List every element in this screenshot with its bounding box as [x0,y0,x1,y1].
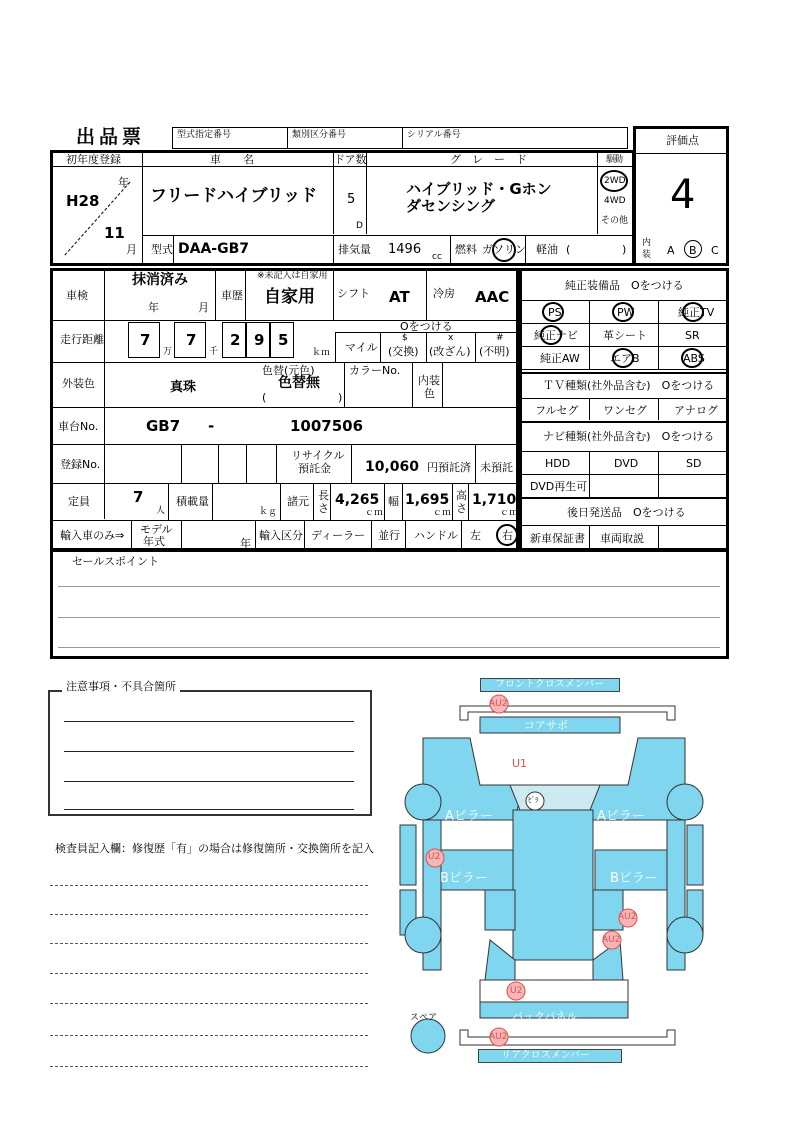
color-change-value: 色替無 [278,375,320,391]
mileage-digit-box [246,322,270,358]
equip-abs[interactable]: ABS [683,352,705,365]
import-parallel[interactable]: 並行 [378,529,400,542]
part-label: リアクロスメンバー [501,1050,590,1061]
import-dealer[interactable]: ディーラー [311,529,366,542]
paren-open: ( [566,243,571,256]
part-label: コアサポ [524,719,568,732]
capacity-label: 定員 [68,495,90,508]
width-unit: ｃｍ [433,508,452,518]
ac-value: AAC [475,288,510,306]
length-unit: ｃｍ [365,508,384,518]
recycle-paid[interactable]: 預託済 [438,461,471,474]
mileage-digit: 5 [278,331,289,349]
field-label: 類別区分番号 [292,130,347,140]
later-title: 後日発送品 Oをつける [567,506,686,519]
mileage-digit: 2 [230,331,241,349]
paren-close: ) [622,243,627,256]
tv-oneseg[interactable]: ワンセグ [603,404,647,417]
recycle-unit: 円 [427,461,438,474]
year-suffix: 年 [118,176,129,189]
recycle-value: 10,060 [365,459,420,475]
navi-type-title: ナビ種類(社外品含む) Oをつける [543,430,715,443]
mileage-digit-box [222,322,246,358]
selected-circle [681,348,703,368]
drive-4wd[interactable]: 4WD [604,196,626,206]
damage-mark[interactable]: AU2 [489,699,508,709]
mileage-label: 走行距離 [60,333,104,346]
chassis-label: 車台No. [58,420,99,433]
selected-circle [612,302,634,322]
selected-circle [492,238,516,262]
first-reg-label: 初年度登録 [66,153,121,166]
model-value: DAA-GB7 [178,241,250,257]
color-paren-close: ) [338,391,343,404]
handle-label: ハンドル [414,529,458,542]
import-only-label: 輸入車のみ⇒ [60,529,125,542]
notes-bracket [48,690,370,816]
load-label: 積載量 [176,495,209,508]
damage-mark[interactable]: AU2 [602,935,621,945]
chassis-number: 1007506 [290,417,364,435]
navi-dvd[interactable]: DVD [614,457,639,470]
doors-value: 5 [347,192,356,207]
mileage-digit: 7 [186,331,197,349]
interior-grade-b[interactable]: B [689,244,697,257]
height-label: さ [456,502,467,515]
rear-cross-member[interactable] [478,1049,622,1063]
mileage-digit: 7 [140,331,151,349]
exterior-label: 外装色 [62,377,95,390]
grade-label: グ レ ー ド [450,153,527,166]
tv-analog[interactable]: アナログ [674,404,718,417]
part-label: Aピラー [597,809,645,824]
inspector-label: 検査員記入欄：修復歴「有」の場合は修復箇所・交換箇所を記入 [55,842,374,855]
equipment-title: 純正装備品 Oをつける [565,279,684,292]
registration-label: 登録No. [60,458,101,471]
inspection-value: 抹消済み [132,272,188,288]
exchange-sym: $ [402,333,408,343]
mileage-unknown[interactable]: (不明) [479,345,510,358]
model-year-label: 年式 [143,535,165,548]
part-label: Bピラー [440,871,488,886]
circle-note: Oをつける [400,320,453,333]
selected-circle [600,170,628,192]
load-unit: ｋｇ [259,507,278,517]
shift-value: AT [389,288,410,306]
history-label: 車歴 [221,289,243,302]
equip-sr[interactable]: SR [685,329,700,342]
selected-circle [684,240,702,258]
notes-label: 注意事項・不具合箇所 [62,681,180,692]
capacity-value: 7 [133,488,144,506]
unknown-sym: # [496,333,504,343]
header-field-serial-number [402,127,628,149]
damage-mark[interactable]: AU2 [618,912,637,922]
drive-label: 駆 [606,155,616,165]
grade-value-line1: ハイブリッド・Gホン [406,180,552,198]
equip-leather[interactable]: 革シート [603,329,647,342]
rating-value: 4 [670,172,696,218]
part-label: バックパネル [512,1010,578,1023]
model-year-unit: 年 [240,537,251,550]
length-label: さ [318,502,329,515]
field-label: シリアル番号 [407,130,461,140]
length-value: 4,265 [335,492,380,508]
length-label: 長 [318,489,329,502]
exterior-value: 真珠 [170,380,197,395]
tamper-sym: x [448,333,454,343]
recycle-unpaid[interactable]: 未預託 [480,461,513,474]
damage-mark[interactable]: U2 [428,852,441,862]
selected-circle [682,302,704,322]
interior-label: 内 [642,238,652,248]
selected-circle [496,524,518,546]
recycle-label: 預託金 [298,462,331,475]
first-reg-month: 11 [104,224,125,242]
width-label: 幅 [388,495,399,508]
part-label: フロントクロスメンバー [495,679,605,690]
rating-label: 評価点 [666,134,699,147]
interior-color-label: 色 [424,387,435,400]
height-value: 1,710 [472,492,517,508]
equip-pw[interactable]: PW [617,306,635,319]
equip-ps[interactable]: PS [548,306,562,319]
ac-label: 冷房 [433,287,455,300]
handle-right[interactable]: 右 [502,529,513,542]
interior-grade-a[interactable]: A [667,244,675,257]
drive-2wd[interactable]: 2WD [604,176,626,186]
mileage-digit-box [128,322,160,358]
sales-point-label: セールスポイント [72,555,160,568]
equip-tv[interactable]: 純正TV [678,306,715,319]
fuel-gasoline[interactable]: ガソリン [482,243,526,256]
color-no-label: カラーNo. [349,364,401,377]
mileage-tamper[interactable]: (改ざん) [429,345,471,358]
mileage-km: ｋｍ [312,348,331,358]
history-value: 自家用 [264,287,315,307]
navi-sd[interactable]: SD [686,457,702,470]
field-label: 型式指定番号 [177,130,232,140]
displacement-value: 1496 [388,242,422,257]
selected-circle [612,348,634,368]
first-reg-year: H28 [66,192,100,210]
displacement-unit: cc [432,252,442,262]
damage-mark[interactable]: U1 [512,757,528,770]
car-name-value: フリードハイブリッド [150,186,318,206]
equip-aw[interactable]: 純正AW [540,352,580,365]
dims-label: 諸元 [287,495,309,508]
interior-label: 装 [642,250,652,260]
sheet-title: 出品票 [76,126,146,148]
tv-type-title: ＴＶ種類(社外品含む) Oをつける [543,379,715,392]
month-suffix: 月 [126,243,137,256]
fuel-label: 燃料 [455,243,477,256]
chassis-prefix: GB7 [146,417,181,435]
damage-mark[interactable]: ﾋﾞﾗ [528,796,539,804]
inspection-month: 月 [198,301,209,314]
doors-suffix: D [356,221,363,231]
mileage-digit-box [270,322,294,358]
handle-left[interactable]: 左 [470,529,481,542]
fuel-diesel[interactable]: 軽油 [536,243,558,256]
header-field-type-number [172,127,288,149]
equip-airbag[interactable]: エアB [610,352,640,365]
equip-navi[interactable]: 純正ナビ [534,329,578,342]
selected-circle [542,302,564,322]
color-change-label: 色替(元色) [262,364,315,377]
part-label: Aピラー [445,809,493,824]
tv-fullseg[interactable]: フルセグ [535,404,579,417]
doors-label: ドア数 [334,153,367,166]
drive-other[interactable]: その他 [601,216,629,226]
width-value: 1,695 [405,492,450,508]
damage-mark[interactable]: U2 [510,986,523,996]
mileage-mile[interactable]: マイル [345,341,378,354]
interior-color-label: 内装 [418,374,440,387]
car-name-label: 車 名 [210,153,254,166]
navi-hdd[interactable]: HDD [545,457,571,470]
chassis-dash: - [208,417,215,435]
drive-label: 動 [614,155,624,165]
inspection-year: 年 [148,301,159,314]
shift-label: シフト [337,287,370,300]
displacement-label: 排気量 [338,243,371,256]
spare-label: スペア [410,1013,438,1023]
model-year-label: モデル [140,523,173,536]
part-label: Bピラー [610,871,658,886]
damage-mark[interactable]: AU2 [489,1032,508,1042]
mileage-digit: 9 [254,331,265,349]
grade-value-line2: ダセンシング [406,197,495,215]
history-note: ※未記入は自家用 [257,271,328,281]
header-field-class-number [287,127,403,149]
mileage-digit-box [174,322,206,358]
later-warranty[interactable]: 新車保証書 [530,532,585,545]
later-manual[interactable]: 車両取説 [600,532,644,545]
recycle-label: リサイクル [291,449,345,462]
capacity-unit: 人 [156,506,166,516]
model-label: 型式 [151,243,173,256]
height-label: 高 [456,489,467,502]
mileage-man: 万 [163,347,173,357]
import-type-label: 輸入区分 [259,529,303,542]
interior-grade-c[interactable]: C [711,244,719,257]
color-paren-open: ( [262,391,267,404]
navi-dvd-play[interactable]: DVD再生可 [530,480,588,493]
inspection-label: 車検 [66,289,88,302]
height-unit: ｃｍ [500,508,519,518]
mileage-sen: 千 [209,347,219,357]
mileage-exchange[interactable]: (交換) [388,345,419,358]
selected-circle [540,325,562,345]
